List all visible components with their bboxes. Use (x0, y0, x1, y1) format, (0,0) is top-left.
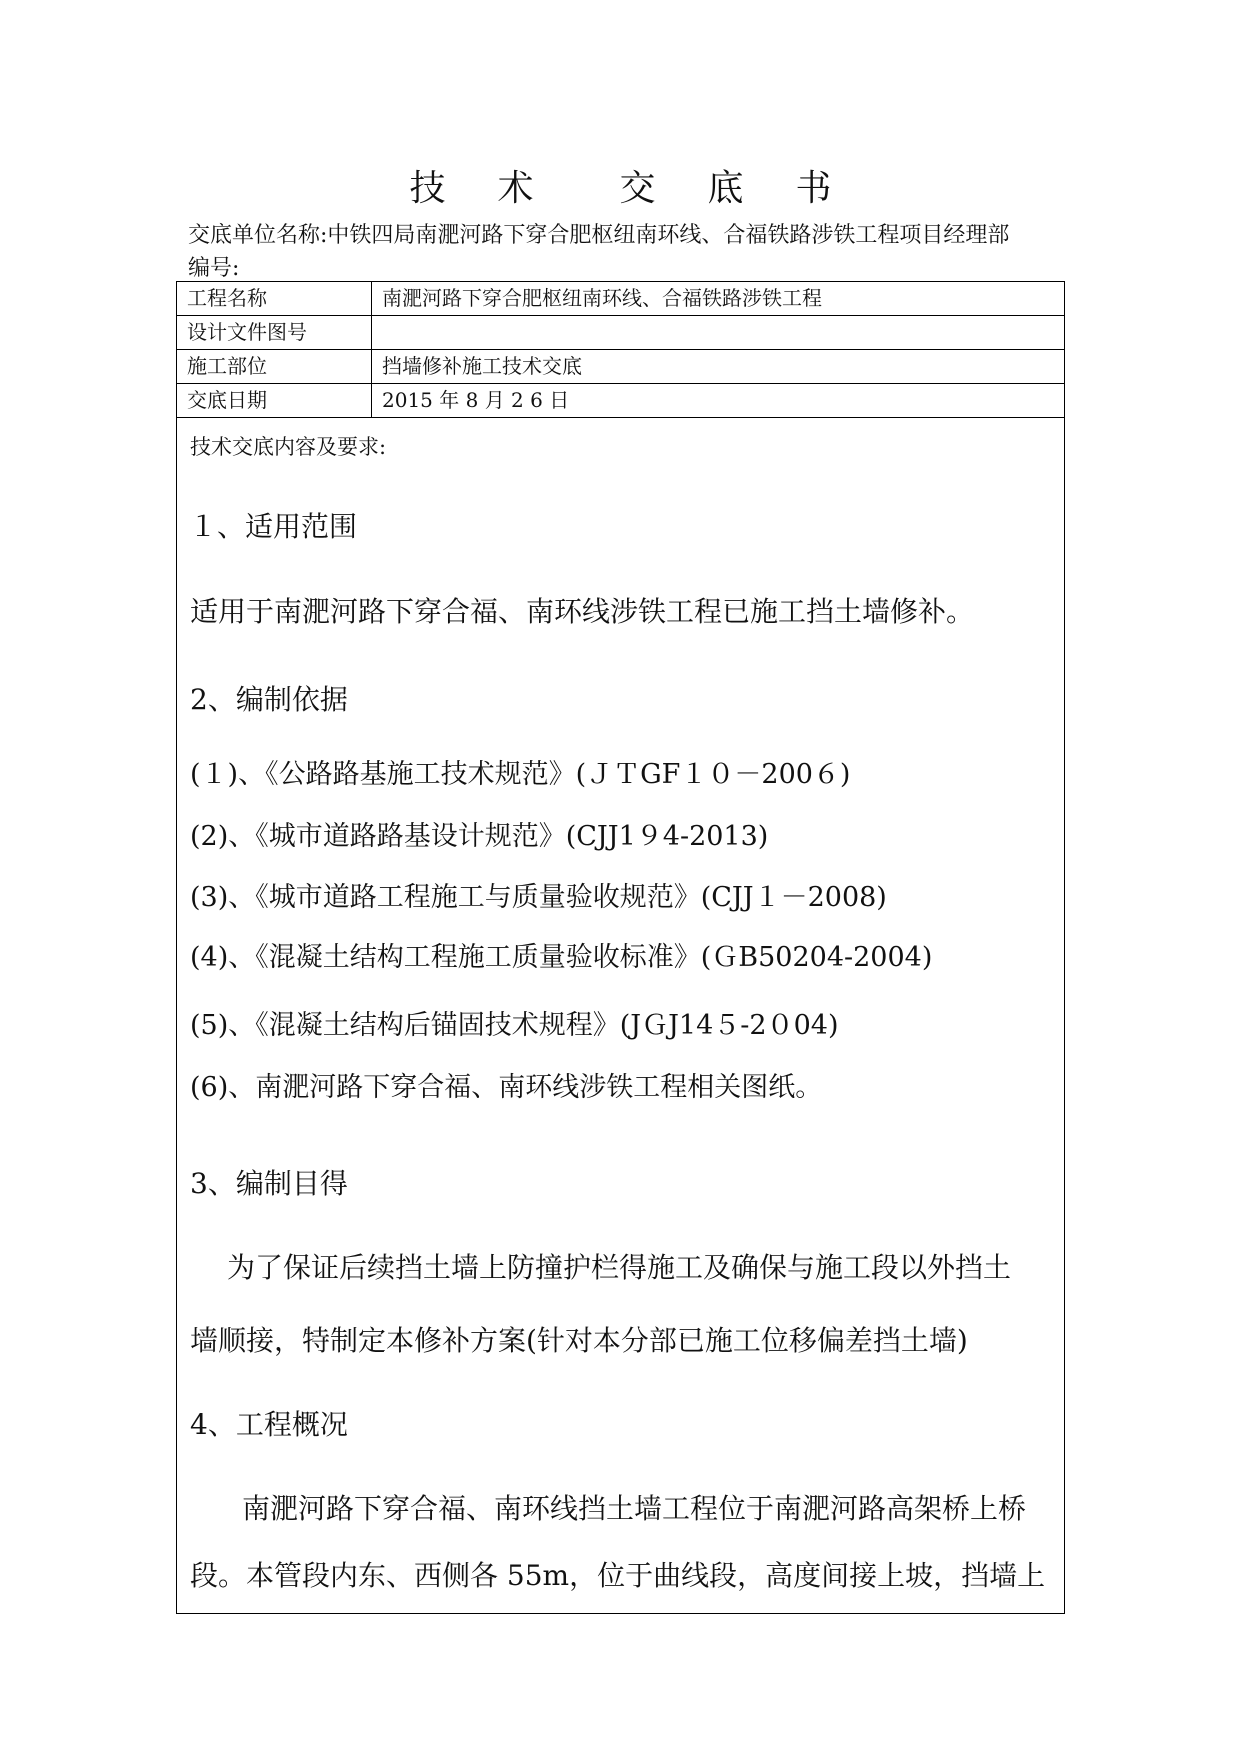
reference-item: (2)、《城市道路路基设计规范》(CJJ1９4-2013) (190, 821, 769, 852)
reference-item: (3)、《城市道路工程施工与质量验收规范》(CJJ１－2008) (190, 882, 887, 913)
title-char: 书 (795, 168, 832, 209)
row-value (372, 316, 1065, 350)
table-row (177, 316, 1065, 350)
section-heading: １、适用范围 (189, 510, 358, 543)
document-code-line: 编号: (188, 256, 240, 281)
content-section (176, 417, 1065, 1614)
row-value: 2015 年 8 月 2 6 日 (372, 384, 1065, 418)
document-title (0, 160, 1241, 211)
reference-item: (5)、《混凝土结构后锚固技术规程》(JＧJ14５-2０04) (190, 1010, 839, 1041)
content-intro: 技术交底内容及要求: (190, 435, 387, 459)
table-row (177, 350, 1065, 384)
section-body: 南淝河路下穿合福、南环线挡土墙工程位于南淝河路高架桥上桥 (242, 1492, 1027, 1525)
reference-item: (4)、《混凝土结构工程施工质量验收标准》(ＧB50204-2004) (190, 942, 933, 973)
section-body: 段。本管段内东、西侧各 55m，位于曲线段，高度间接上坡，挡墙上 (190, 1559, 1046, 1592)
table-row (177, 282, 1065, 316)
section-heading: 4、工程概况 (190, 1408, 348, 1441)
info-table (176, 281, 1065, 418)
title-char: 底 (707, 168, 744, 209)
section-body: 为了保证后续挡土墙上防撞护栏得施工及确保与施工段以外挡土 (227, 1251, 1012, 1284)
row-label: 设计文件图号 (177, 316, 372, 350)
issuing-unit-line: 交底单位名称:中铁四局南淝河路下穿合肥枢纽南环线、合福铁路涉铁工程项目经理部 (188, 223, 1010, 248)
title-char: 术 (497, 168, 534, 209)
table-row (177, 384, 1065, 418)
row-value: 挡墙修补施工技术交底 (372, 350, 1065, 384)
reference-item: (6)、南淝河路下穿合福、南环线涉铁工程相关图纸。 (190, 1072, 823, 1103)
title-char: 交 (619, 168, 656, 209)
section-body: 适用于南淝河路下穿合福、南环线涉铁工程已施工挡土墙修补。 (190, 595, 975, 628)
section-heading: 3、编制目得 (190, 1167, 348, 1200)
reference-item: (１)、《公路路基施工技术规范》(ＪＴGF１０－200６) (190, 759, 851, 790)
title-char: 技 (409, 168, 446, 209)
row-label: 交底日期 (177, 384, 372, 418)
row-label: 施工部位 (177, 350, 372, 384)
section-heading: 2、编制依据 (190, 683, 348, 716)
row-label: 工程名称 (177, 282, 372, 316)
row-value: 南淝河路下穿合肥枢纽南环线、合福铁路涉铁工程 (372, 282, 1065, 316)
section-body: 墙顺接，特制定本修补方案(针对本分部已施工位移偏差挡土墙) (190, 1324, 968, 1357)
